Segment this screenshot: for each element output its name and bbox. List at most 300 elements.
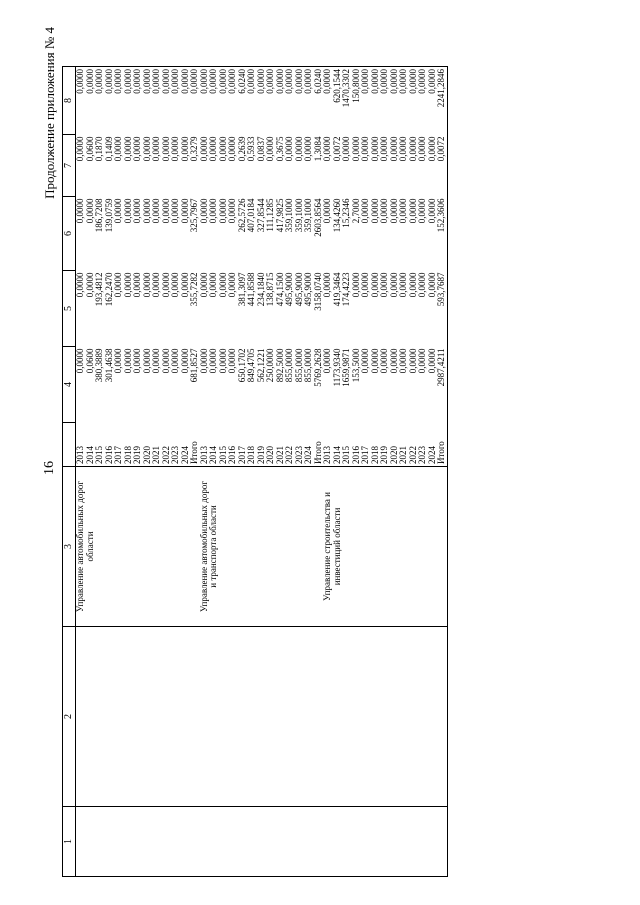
col1-cell [143, 807, 153, 877]
col2-cell [257, 627, 267, 807]
col2-cell [437, 627, 447, 807]
organization-cell [276, 467, 286, 627]
col1-cell [352, 807, 362, 877]
value-cell: 0,0000 [265, 136, 275, 162]
total-row [314, 67, 324, 877]
table-row [228, 67, 238, 877]
year-cell: 2024 [426, 446, 437, 464]
value-cell: 620,1544 [333, 67, 343, 135]
value-cell: 0,0000 [379, 136, 389, 162]
organization-cell [418, 467, 428, 627]
value-cell: 0,0000 [76, 67, 86, 135]
value-cell: 0,0000 [86, 67, 96, 135]
table-row [133, 67, 143, 877]
value-cell: 111,1285 [265, 198, 275, 232]
value-cell: 0,0072 [437, 135, 447, 197]
value-cell: 474,1500 [274, 272, 285, 307]
col2-cell [314, 627, 324, 807]
column-header-row [63, 67, 76, 877]
organization-cell: Управление автомобильных дорог [76, 467, 86, 627]
value-cell: 3158,0740 [312, 272, 323, 311]
value-cell: 495,9000 [293, 272, 304, 307]
year-cell: 2015 [217, 446, 228, 464]
value-cell: 0,0000 [113, 198, 123, 224]
col1-cell [95, 807, 105, 877]
year-cell: 2019 [132, 446, 142, 464]
value-cell: 0,0000 [388, 348, 399, 374]
table-row [361, 67, 371, 877]
year-cell: 2018 [122, 446, 133, 464]
table-row [266, 67, 276, 877]
organization-cell [380, 467, 390, 627]
value-cell: 0,0000 [350, 272, 361, 298]
value-cell: 562,1221 [255, 348, 266, 383]
value-cell: 193,4812 [94, 272, 104, 307]
value-cell: 0,0000 [141, 136, 152, 162]
value-cell: 0,0000 [113, 272, 123, 298]
col2-cell [409, 627, 419, 807]
value-cell: 301,4638 [103, 348, 114, 383]
year-cell: 2013 [75, 446, 85, 464]
col1-cell [304, 807, 314, 877]
appendix-title: Продолжение приложения № 4 [42, 27, 57, 199]
value-cell: 0,0000 [390, 67, 400, 135]
col1-cell [371, 807, 381, 877]
table-row [200, 67, 210, 877]
value-cell: 0,0000 [122, 198, 133, 224]
col1-cell [276, 807, 286, 877]
value-cell: 0,0000 [181, 67, 191, 135]
year-cell: 2016 [227, 446, 237, 464]
total-row [190, 67, 200, 877]
value-cell: 0,0000 [417, 198, 427, 224]
table-row [285, 67, 295, 877]
organization-cell [162, 467, 172, 627]
value-cell: 0,0000 [208, 136, 218, 162]
table-row [247, 67, 257, 877]
value-cell: 417,9825 [274, 198, 285, 233]
value-cell: 892,5000 [274, 348, 285, 383]
value-cell: 0,0000 [113, 136, 123, 162]
value-cell: 0,0000 [399, 67, 409, 135]
value-cell: 359,1000 [284, 198, 294, 233]
value-cell: 2,7000 [350, 198, 361, 224]
table-row [295, 67, 305, 877]
value-cell: 0,0000 [132, 348, 142, 374]
value-cell: 5769,2628 [312, 348, 323, 387]
value-cell: 0,0000 [227, 136, 237, 162]
organization-cell [428, 467, 438, 627]
col2-cell [181, 627, 191, 807]
col2-cell [238, 627, 248, 807]
total-row [437, 67, 447, 877]
organization-cell [171, 467, 181, 627]
value-cell: 6,0240 [314, 67, 324, 135]
col2-cell [228, 627, 238, 807]
value-cell: 0,0000 [198, 136, 209, 162]
value-cell: 0,0000 [350, 136, 361, 162]
organization-cell [105, 467, 115, 627]
value-cell: 0,0000 [303, 136, 313, 162]
column-header: 2 [63, 627, 76, 807]
table-row [380, 67, 390, 877]
table-body [76, 67, 448, 877]
col2-cell [105, 627, 115, 807]
organization-cell [133, 467, 143, 627]
value-cell: 0,0000 [151, 198, 161, 224]
value-cell: 0,3675 [274, 136, 285, 162]
column-header: 3 [63, 467, 76, 627]
value-cell: 0,0000 [171, 67, 181, 135]
organization-cell [181, 467, 191, 627]
value-cell: 0,0000 [407, 348, 418, 374]
year-cell: 2020 [265, 446, 275, 464]
organization-cell: Управление строительства и [323, 467, 333, 627]
year-cell: 2019 [379, 446, 389, 464]
col2-cell [399, 627, 409, 807]
table-row [95, 67, 105, 877]
value-cell: 0,0000 [133, 67, 143, 135]
table-row [409, 67, 419, 877]
value-cell: 0,0000 [369, 272, 380, 298]
organization-cell: области [86, 467, 96, 627]
organization-cell [238, 467, 248, 627]
organization-cell [437, 467, 447, 627]
value-cell: 0,0000 [371, 67, 381, 135]
col1-cell [342, 807, 352, 877]
value-cell: 1,3084 [312, 136, 323, 162]
value-cell: 0,0000 [160, 136, 171, 162]
organization-cell: инвестиций области [333, 467, 343, 627]
value-cell: 0,0000 [170, 198, 180, 224]
value-cell: 0,0000 [323, 67, 333, 135]
page-number: 16 [42, 461, 57, 475]
organization-cell [295, 467, 305, 627]
value-cell: 0,0000 [276, 67, 286, 135]
value-cell: 0,0000 [266, 67, 276, 135]
value-cell: 0,0000 [160, 272, 171, 298]
value-cell: 593,7687 [437, 271, 447, 347]
value-cell: 0,0000 [198, 272, 209, 298]
organization-cell [390, 467, 400, 627]
value-cell: 0,0000 [379, 198, 389, 224]
value-cell: 0,0000 [398, 198, 408, 224]
value-cell: 0,0000 [162, 67, 172, 135]
value-cell: 0,0000 [209, 67, 219, 135]
year-cell: 2014 [331, 446, 342, 464]
table-row [114, 67, 124, 877]
value-cell: 0,0000 [360, 136, 370, 162]
value-cell: 0,0000 [426, 136, 437, 162]
col2-cell [171, 627, 181, 807]
year-cell: Итого [189, 441, 199, 464]
value-cell: 0,0072 [331, 136, 342, 162]
value-cell: 0,0000 [217, 348, 228, 374]
value-cell: 0,0000 [132, 198, 142, 224]
col2-cell [247, 627, 257, 807]
value-cell: 0,0000 [200, 67, 210, 135]
value-cell: 0,0000 [198, 198, 209, 224]
year-cell: 2022 [284, 446, 294, 464]
year-cell: 2014 [84, 446, 95, 464]
organization-cell [247, 467, 257, 627]
value-cell: 0,0000 [398, 136, 408, 162]
value-cell: 855,0000 [284, 348, 294, 383]
col1-cell [323, 807, 333, 877]
value-cell: 0,0000 [75, 348, 85, 374]
year-cell: 2023 [170, 446, 180, 464]
year-cell: 2017 [236, 446, 247, 464]
organization-cell [219, 467, 229, 627]
organization-cell [342, 467, 352, 627]
value-cell: 0,0000 [379, 272, 389, 298]
value-cell: 0,0600 [84, 136, 95, 162]
organization-cell [143, 467, 153, 627]
organization-cell [352, 467, 362, 627]
col1-cell [124, 807, 134, 877]
value-cell: 250,0000 [265, 348, 275, 383]
value-cell: 0,0000 [151, 348, 161, 374]
column-header: 7 [63, 135, 76, 197]
table-row [257, 67, 267, 877]
value-cell: 134,4260 [331, 198, 342, 233]
organization-cell [257, 467, 267, 627]
value-cell: 0,0000 [417, 272, 427, 298]
table-row [86, 67, 96, 877]
value-cell: 153,5000 [350, 348, 361, 383]
col1-cell [295, 807, 305, 877]
value-cell: 0,0000 [190, 67, 200, 135]
value-cell: 0,0000 [388, 272, 399, 298]
col2-cell [285, 627, 295, 807]
value-cell: 0,0000 [217, 198, 228, 224]
year-cell: 2020 [141, 446, 152, 464]
organization-cell [361, 467, 371, 627]
col1-cell [162, 807, 172, 877]
col2-cell [190, 627, 200, 807]
value-cell: 0,0000 [219, 67, 229, 135]
value-cell: 152,3606 [437, 197, 447, 271]
value-cell: 0,0000 [379, 348, 389, 374]
value-cell: 0,0000 [160, 348, 171, 374]
col2-cell [152, 627, 162, 807]
value-cell: 359,1000 [303, 198, 313, 233]
value-cell: 0,0000 [179, 272, 190, 298]
col1-cell [209, 807, 219, 877]
col2-cell [323, 627, 333, 807]
col1-cell [314, 807, 324, 877]
col1-cell [399, 807, 409, 877]
col1-cell [409, 807, 419, 877]
value-cell: 0,1409 [103, 136, 114, 162]
value-cell: 0,0000 [122, 136, 133, 162]
year-cell: 2013 [322, 446, 332, 464]
value-cell: 0,0000 [208, 272, 218, 298]
col2-cell [304, 627, 314, 807]
value-cell: 355,7282 [189, 272, 199, 307]
col2-cell [200, 627, 210, 807]
value-cell: 0,0000 [217, 136, 228, 162]
value-cell: 0,0000 [114, 67, 124, 135]
value-cell: 0,0000 [143, 67, 153, 135]
value-cell: 495,9000 [303, 272, 313, 307]
value-cell: 0,0000 [295, 67, 305, 135]
column-header: 5 [63, 271, 76, 347]
value-cell: 2987,4211 [437, 347, 447, 423]
col2-cell [114, 627, 124, 807]
table-row [333, 67, 343, 877]
table-row [143, 67, 153, 877]
organization-cell [124, 467, 134, 627]
year-cell: 2021 [151, 446, 161, 464]
organization-cell [304, 467, 314, 627]
col2-cell [276, 627, 286, 807]
value-cell: 0,0000 [179, 136, 190, 162]
year-cell: 2017 [113, 446, 123, 464]
value-cell: 0,0000 [227, 272, 237, 298]
year-cell: 2023 [293, 446, 304, 464]
col1-cell [181, 807, 191, 877]
col2-cell [162, 627, 172, 807]
col1-cell [428, 807, 438, 877]
year-cell: 2019 [255, 446, 266, 464]
value-cell: 0,0000 [113, 348, 123, 374]
value-cell: 0,0000 [228, 67, 238, 135]
table-row [323, 67, 333, 877]
value-cell: 139,0759 [103, 198, 114, 233]
value-cell: 0,1870 [94, 136, 104, 162]
organization-cell [399, 467, 409, 627]
table-row [171, 67, 181, 877]
value-cell: 0,0000 [122, 272, 133, 298]
value-cell: 0,0000 [151, 272, 161, 298]
value-cell: 0,0000 [284, 136, 294, 162]
value-cell: 0,0000 [398, 272, 408, 298]
value-cell: 0,0000 [322, 272, 332, 298]
value-cell: 0,0000 [257, 67, 267, 135]
year-cell: 2022 [160, 446, 171, 464]
value-cell: 0,0000 [285, 67, 295, 135]
value-cell: 0,0000 [426, 348, 437, 374]
col1-cell [418, 807, 428, 877]
year-cell: 2020 [388, 446, 399, 464]
value-cell: 849,4705 [246, 348, 256, 383]
value-cell: 0,0000 [417, 136, 427, 162]
col1-cell [437, 807, 447, 877]
year-cell: 2016 [350, 446, 361, 464]
value-cell: 0,0000 [198, 348, 209, 374]
rotated-page [40, 27, 600, 877]
column-header [63, 423, 76, 467]
value-cell: 0,0000 [179, 198, 190, 224]
col2-cell [361, 627, 371, 807]
col1-cell [200, 807, 210, 877]
col1-cell [219, 807, 229, 877]
organization-cell [371, 467, 381, 627]
value-cell: 0,0000 [95, 67, 105, 135]
value-cell: 0,3279 [189, 136, 199, 162]
col2-cell [333, 627, 343, 807]
year-cell: Итого [312, 441, 323, 464]
organization-cell: и транспорта области [209, 467, 219, 627]
organization-cell [114, 467, 124, 627]
col1-cell [86, 807, 96, 877]
table-row [124, 67, 134, 877]
value-cell: 1470,3302 [342, 67, 352, 135]
value-cell: 495,9000 [284, 272, 294, 307]
table-row [238, 67, 248, 877]
value-cell: 0,0000 [132, 136, 142, 162]
col2-cell [418, 627, 428, 807]
year-cell: 2024 [303, 446, 313, 464]
year-cell: Итого [437, 423, 447, 467]
value-cell: 0,0600 [84, 348, 95, 374]
table-row [209, 67, 219, 877]
table-row [371, 67, 381, 877]
value-cell: 359,1000 [293, 198, 304, 233]
column-header: 6 [63, 197, 76, 271]
value-cell: 0,0000 [361, 67, 371, 135]
year-cell: 2018 [246, 446, 256, 464]
value-cell: 0,0000 [398, 348, 408, 374]
value-cell: 0,0000 [426, 198, 437, 224]
year-cell: 2014 [208, 446, 218, 464]
year-cell: 2015 [94, 446, 104, 464]
table-row [418, 67, 428, 877]
value-cell: 681,8527 [189, 348, 199, 383]
value-cell: 0,0000 [75, 136, 85, 162]
table-row [276, 67, 286, 877]
value-cell: 0,0000 [428, 67, 438, 135]
value-cell: 0,0000 [170, 272, 180, 298]
value-cell: 0,0000 [179, 348, 190, 374]
col1-cell [238, 807, 248, 877]
organization-cell [285, 467, 295, 627]
value-cell: 262,5726 [236, 198, 247, 233]
value-cell: 0,0000 [75, 198, 85, 224]
value-cell: 186,7208 [94, 198, 104, 233]
col1-cell [190, 807, 200, 877]
value-cell: 0,0000 [208, 348, 218, 374]
value-cell: 0,0000 [217, 272, 228, 298]
col1-cell [380, 807, 390, 877]
value-cell: 0,0000 [369, 198, 380, 224]
year-cell: 2024 [179, 446, 190, 464]
value-cell: 174,4223 [341, 272, 351, 307]
value-cell: 381,3097 [236, 272, 247, 307]
organization-cell [266, 467, 276, 627]
value-cell: 0,0000 [360, 272, 370, 298]
organization-cell [152, 467, 162, 627]
year-cell: 2018 [369, 446, 380, 464]
value-cell: 419,3464 [331, 272, 342, 307]
value-cell: 325,7967 [189, 198, 199, 233]
value-cell: 0,0000 [369, 136, 380, 162]
value-cell: 855,0000 [293, 348, 304, 383]
value-cell: 0,0000 [151, 136, 161, 162]
value-cell: 0,0000 [105, 67, 115, 135]
budget-table [62, 66, 448, 877]
col2-cell [380, 627, 390, 807]
value-cell: 0,0000 [84, 198, 95, 224]
value-cell: 0,0000 [407, 198, 418, 224]
value-cell: 0,0000 [360, 348, 370, 374]
value-cell: 855,0000 [303, 348, 313, 383]
col1-cell [152, 807, 162, 877]
value-cell: 6,0240 [238, 67, 248, 135]
col1-cell [285, 807, 295, 877]
table-row [152, 67, 162, 877]
